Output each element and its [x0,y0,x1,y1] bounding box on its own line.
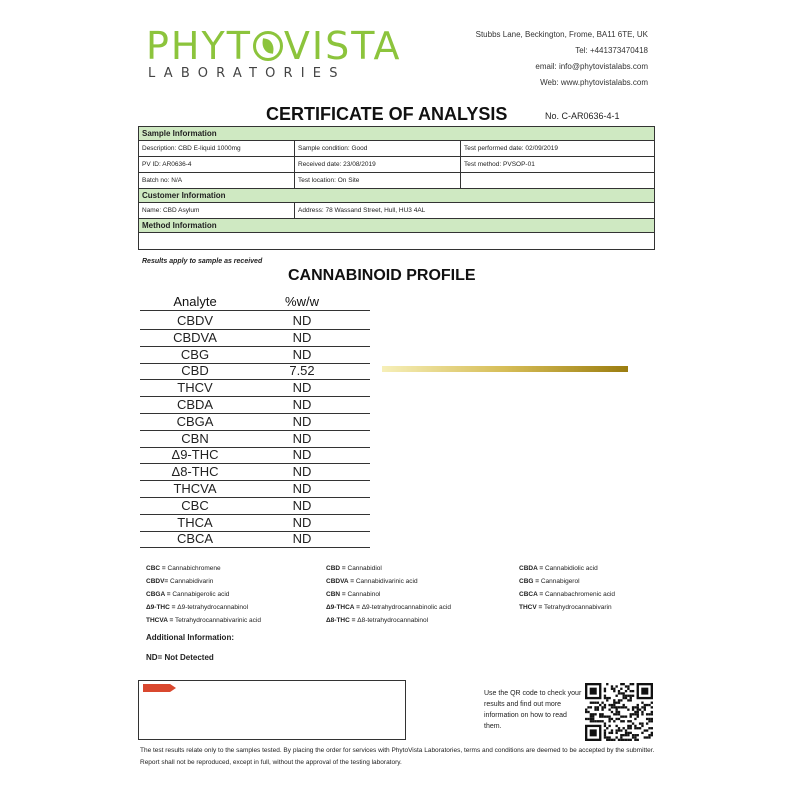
analyte-value: ND [292,481,312,496]
glossary-name: Cannabidivarin [170,578,214,585]
table-row [140,329,370,347]
customer-info-heading: Customer Information [139,189,655,203]
analyte-column-header: Analyte [173,294,217,309]
analyte-value: ND [292,447,312,463]
received-date: Received date: 23/08/2019 [295,157,461,173]
qr-instructions: Use the QR code to check your results and find out more information on how to read them. [484,690,582,730]
analyte-name: CBC [181,497,209,513]
analyte-value: ND [292,397,312,412]
glossary-abbr: CBG = [519,578,540,585]
glossary-abbr: CBC = [146,565,166,572]
analyte-name: CBG [180,346,210,362]
customer-address: Address: 78 Wassand Street, Hull, HU3 4AL [295,203,655,219]
glossary-name: Δ9-tetrahydrocannabinol [177,604,249,611]
sample-info-heading: Sample Information [139,127,655,141]
glossary-abbr: CBCA = [519,591,544,598]
company-logo [146,24,402,68]
leaf-logo-icon [253,31,283,61]
glossary-entry [146,578,213,585]
glossary-entry [146,565,221,572]
glossary-name: Cannabigerol [540,578,580,585]
table-row [140,463,370,481]
company-website[interactable]: Web: www.phytovistalabs.com [540,78,648,87]
logo-subtitle: LABORATORIES [148,66,346,81]
analyte-name: Δ8-THC [171,464,219,480]
pv-id: PV ID: AR0636-4 [139,157,295,173]
glossary-entry [326,578,418,585]
table-row [140,446,370,464]
analyte-name: Δ9-THC [171,447,219,463]
glossary-abbr: Δ9-THCA = [326,604,360,611]
value-column-header: %w/w [285,294,319,309]
glossary-name: Cannabichromene [167,565,221,572]
batch-number: Batch no: N/A [139,173,295,189]
table-row [140,430,370,448]
glossary-name: Cannabidiol [347,565,382,572]
glossary-name: Cannabinol [347,591,381,598]
logo-text-right: VISTA [283,24,402,68]
analyte-value: ND [292,464,312,480]
sample-description: Description: CBD E-liquid 1000mg [139,141,295,157]
nd-definition: ND= Not Detected [146,653,214,662]
company-phone: Tel: +441373470418 [575,46,648,55]
glossary-entry [519,604,612,611]
glossary-abbr: CBN = [326,591,346,598]
glossary-entry [326,591,380,598]
glossary-abbr: Δ9-THC = [146,604,176,611]
analyte-value: ND [292,531,312,547]
analyte-value: ND [292,514,312,530]
glossary-entry [326,604,451,611]
glossary-name: Δ9-tetrahydrocannabinolic acid [361,604,451,611]
analyte-name: THCA [177,514,213,530]
cannabinoid-profile-title: CANNABINOID PROFILE [288,267,476,284]
glossary-abbr: CBDV= [146,578,169,585]
logo-text-left: PHYT [146,24,252,68]
analyte-name: CBN [181,430,209,446]
glossary-abbr: CBDA = [519,565,544,572]
company-address: Stubbs Lane, Beckington, Frome, BA11 6TE, UK [475,30,648,39]
header-divider [140,310,370,311]
customer-name: Name: CBD Asylum [139,203,295,219]
analyte-name: CBDV [176,313,214,328]
results-note: Results apply to sample as received [142,258,263,265]
table-row [140,346,370,364]
glossary-name: Cannabidivarinic acid [355,578,418,585]
glossary-entry [146,617,261,624]
glossary-name: Cannabigerolic acid [172,591,230,598]
table-row [140,362,370,380]
table-row [140,514,370,532]
additional-info-label: Additional Information: [146,633,234,642]
table-row [140,396,370,414]
glossary-abbr: Δ8-THC = [326,617,356,624]
sample-condition: Sample condition: Good [295,141,461,157]
glossary-abbr: THCV = [519,604,543,611]
analyte-name: CBCA [176,531,214,547]
analyte-value: ND [292,413,312,429]
glossary-entry [519,565,598,572]
analyte-value: ND [292,497,312,513]
cbd-bar-chart [382,366,628,372]
glossary-abbr: CBDVA = [326,578,354,585]
analyte-value: 7.52 [289,363,315,379]
test-method: Test method: PVSOP-01 [461,157,655,173]
company-email[interactable]: email: info@phytovistalabs.com [535,62,648,71]
test-location: Test location: On Site [295,173,461,189]
qr-code-icon[interactable] [585,683,653,741]
table-row [140,379,370,397]
analyte-value: ND [292,329,312,345]
table-row [140,312,370,330]
table-row [140,413,370,431]
method-info-content [139,233,655,250]
disclaimer-text: The test results relate only to the samples tested. By placing the order for services with PhytoVista Laboratories, terms and conditions are deemed to be accepted by the submitter. Report shall not be reproduced, except in full, without the approval of the testing laboratory. [140,747,655,766]
glossary-name: Tetrahydrocannabivarin [544,604,612,611]
table-row [140,530,370,548]
glossary-abbr: THCVA = [146,617,174,624]
analyte-value: ND [292,430,312,446]
analyte-value: ND [292,380,312,396]
analyte-name: CBGA [176,413,214,429]
method-info-heading: Method Information [139,219,655,233]
glossary-entry [146,604,248,611]
analyte-name: CBDVA [173,329,217,345]
glossary-name: Cannabachromenic acid [544,591,616,598]
glossary-entry [519,591,615,598]
sample-info-table [138,126,655,250]
analyte-name: CBD [181,363,209,379]
glossary-name: Cannabidiolic acid [544,565,598,572]
glossary-entry [519,578,580,585]
analyte-name: THCV [177,380,213,396]
empty-cell [461,173,655,189]
test-performed-date: Test performed date: 02/09/2019 [461,141,655,157]
analyte-name: THCVA [173,481,217,496]
signature-box [138,680,406,740]
certificate-number: No. C-AR0636-4-1 [545,111,620,121]
glossary-name: Δ8-tetrahydrocannabinol [357,617,429,624]
glossary-name: Tetrahydrocannabivarinic acid [174,617,261,624]
glossary-entry [326,617,428,624]
analyte-value: ND [292,346,312,362]
table-row [140,480,370,498]
glossary-abbr: CBGA = [146,591,171,598]
glossary-abbr: CBD = [326,565,346,572]
sign-here-tag [143,684,176,692]
glossary-entry [326,565,382,572]
analyte-name: CBDA [176,397,214,412]
table-row [140,497,370,515]
cbd-bar [382,366,628,372]
certificate-title: CERTIFICATE OF ANALYSIS [266,104,508,124]
analyte-value: ND [292,313,312,328]
glossary-entry [146,591,229,598]
